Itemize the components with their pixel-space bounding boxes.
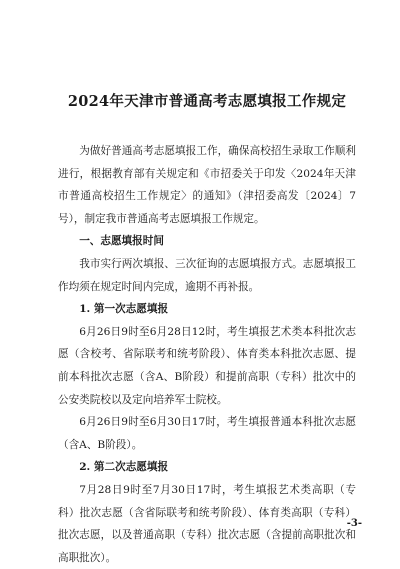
- intro-paragraph: 为做好普通高考志愿填报工作，确保高校招生录取工作顺利进行，根据教育部有关规定和《市招委关于印发〈2024年天津市普通高校招生工作规定〉的通知》（津招委高发〔2024〕7号），制定我市普通高考志愿填报工作规定。: [58, 145, 356, 225]
- document-title: 2024年天津市普通高考志愿填报工作规定: [67, 93, 347, 110]
- subsection-paragraph-first-b: 6月26日9时至6月30日17时，考生填报普通本科批次志愿（含A、B阶段）。: [58, 416, 356, 451]
- section-heading: 一、志愿填报时间: [79, 235, 164, 248]
- subsection-paragraph-second: 7月28日9时至7月30日17时，考生填报艺术类高职（专科）批次志愿（含省际联考和统考阶段）、体育类高职（专科）批次志愿，以及普通高职（专科）批次志愿（含提前高职批次和高职批次）。: [58, 483, 356, 564]
- subsection-heading-first: 1. 第一次志愿填报: [79, 303, 169, 316]
- page-number: -3-: [346, 518, 362, 529]
- subsection-paragraph-first-a: 6月26日9时至6月28日12时，考生填报艺术类本科批次志愿（含校考、省际联考和统考阶段）、体育类本科批次志愿、提前本科批次志愿（含A、B阶段）和提前高职（专科）批次中的公安类院校以及定向培养军士院校。: [58, 325, 356, 406]
- subsection-heading-second: 2. 第二次志愿填报: [79, 461, 169, 474]
- section-paragraph: 我市实行两次填报、三次征询的志愿填报方式。志愿填报工作均须在规定时间内完成，逾期不再补报。: [58, 257, 356, 293]
